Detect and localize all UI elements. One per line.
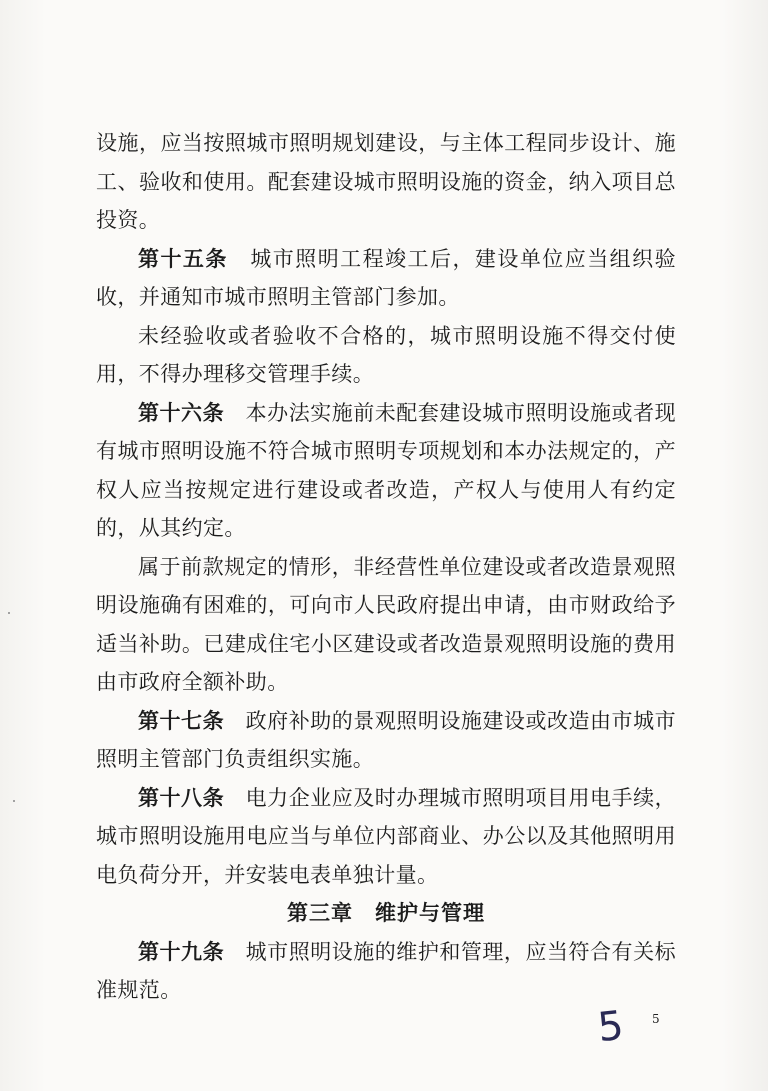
scan-speck	[8, 612, 10, 614]
article-text: 城市照明设施的维护和管理，应当符合有关标准规范。	[96, 939, 677, 1002]
paragraph-subsidy	[96, 548, 676, 702]
paragraph-text: 属于前款规定的情形，非经营性单位建设或者改造景观照明设施确有困难的，可向市人民政府提出申请，由市财政给予适当补助。已建成住宅小区建设或者改造景观照明设施的费用由市政府全额补助。	[96, 554, 676, 694]
paragraph-continuation	[96, 124, 676, 240]
chapter-heading: 第三章 维护与管理	[287, 900, 485, 925]
document-body	[96, 124, 676, 1010]
article-15	[96, 240, 676, 317]
article-text: 电力企业应及时办理城市照明项目用电手续，城市照明设施用电应当与单位内部商业、办公以及其他照明用电负荷分开，并安装电表单独计量。	[96, 785, 677, 887]
article-number: 第十五条	[138, 245, 228, 271]
article-number: 第十六条	[138, 399, 225, 425]
scan-speck	[13, 800, 15, 802]
article-text: 政府补助的景观照明设施建设或改造由市城市照明主管部门负责组织实施。	[96, 708, 677, 771]
article-17	[96, 702, 676, 779]
article-text: 城市照明工程竣工后，建设单位应当组织验收，并通知市城市照明主管部门参加。	[96, 246, 676, 309]
article-text: 本办法实施前未配套建设城市照明设施或者现有城市照明设施不符合城市照明专项规划和本办法规定的，产权人应当按规定进行建设或者改造，产权人与使用人有约定的，从其约定。	[96, 400, 677, 540]
article-number: 第十七条	[138, 707, 225, 733]
article-19	[96, 933, 676, 1010]
paragraph-text: 未经验收或者验收不合格的，城市照明设施不得交付使用，不得办理移交管理手续。	[96, 323, 676, 386]
article-16	[96, 394, 676, 548]
article-number: 第十八条	[138, 784, 225, 810]
page-number: 5	[652, 1012, 660, 1026]
article-18	[96, 779, 676, 895]
paragraph-text: 设施，应当按照城市照明规划建设，与主体工程同步设计、施工、验收和使用。配套建设城市照明设施的资金，纳入项目总投资。	[96, 131, 676, 232]
article-number: 第十九条	[138, 938, 225, 964]
paragraph-acceptance	[96, 317, 676, 394]
handwritten-page-mark: 5	[595, 1002, 626, 1052]
